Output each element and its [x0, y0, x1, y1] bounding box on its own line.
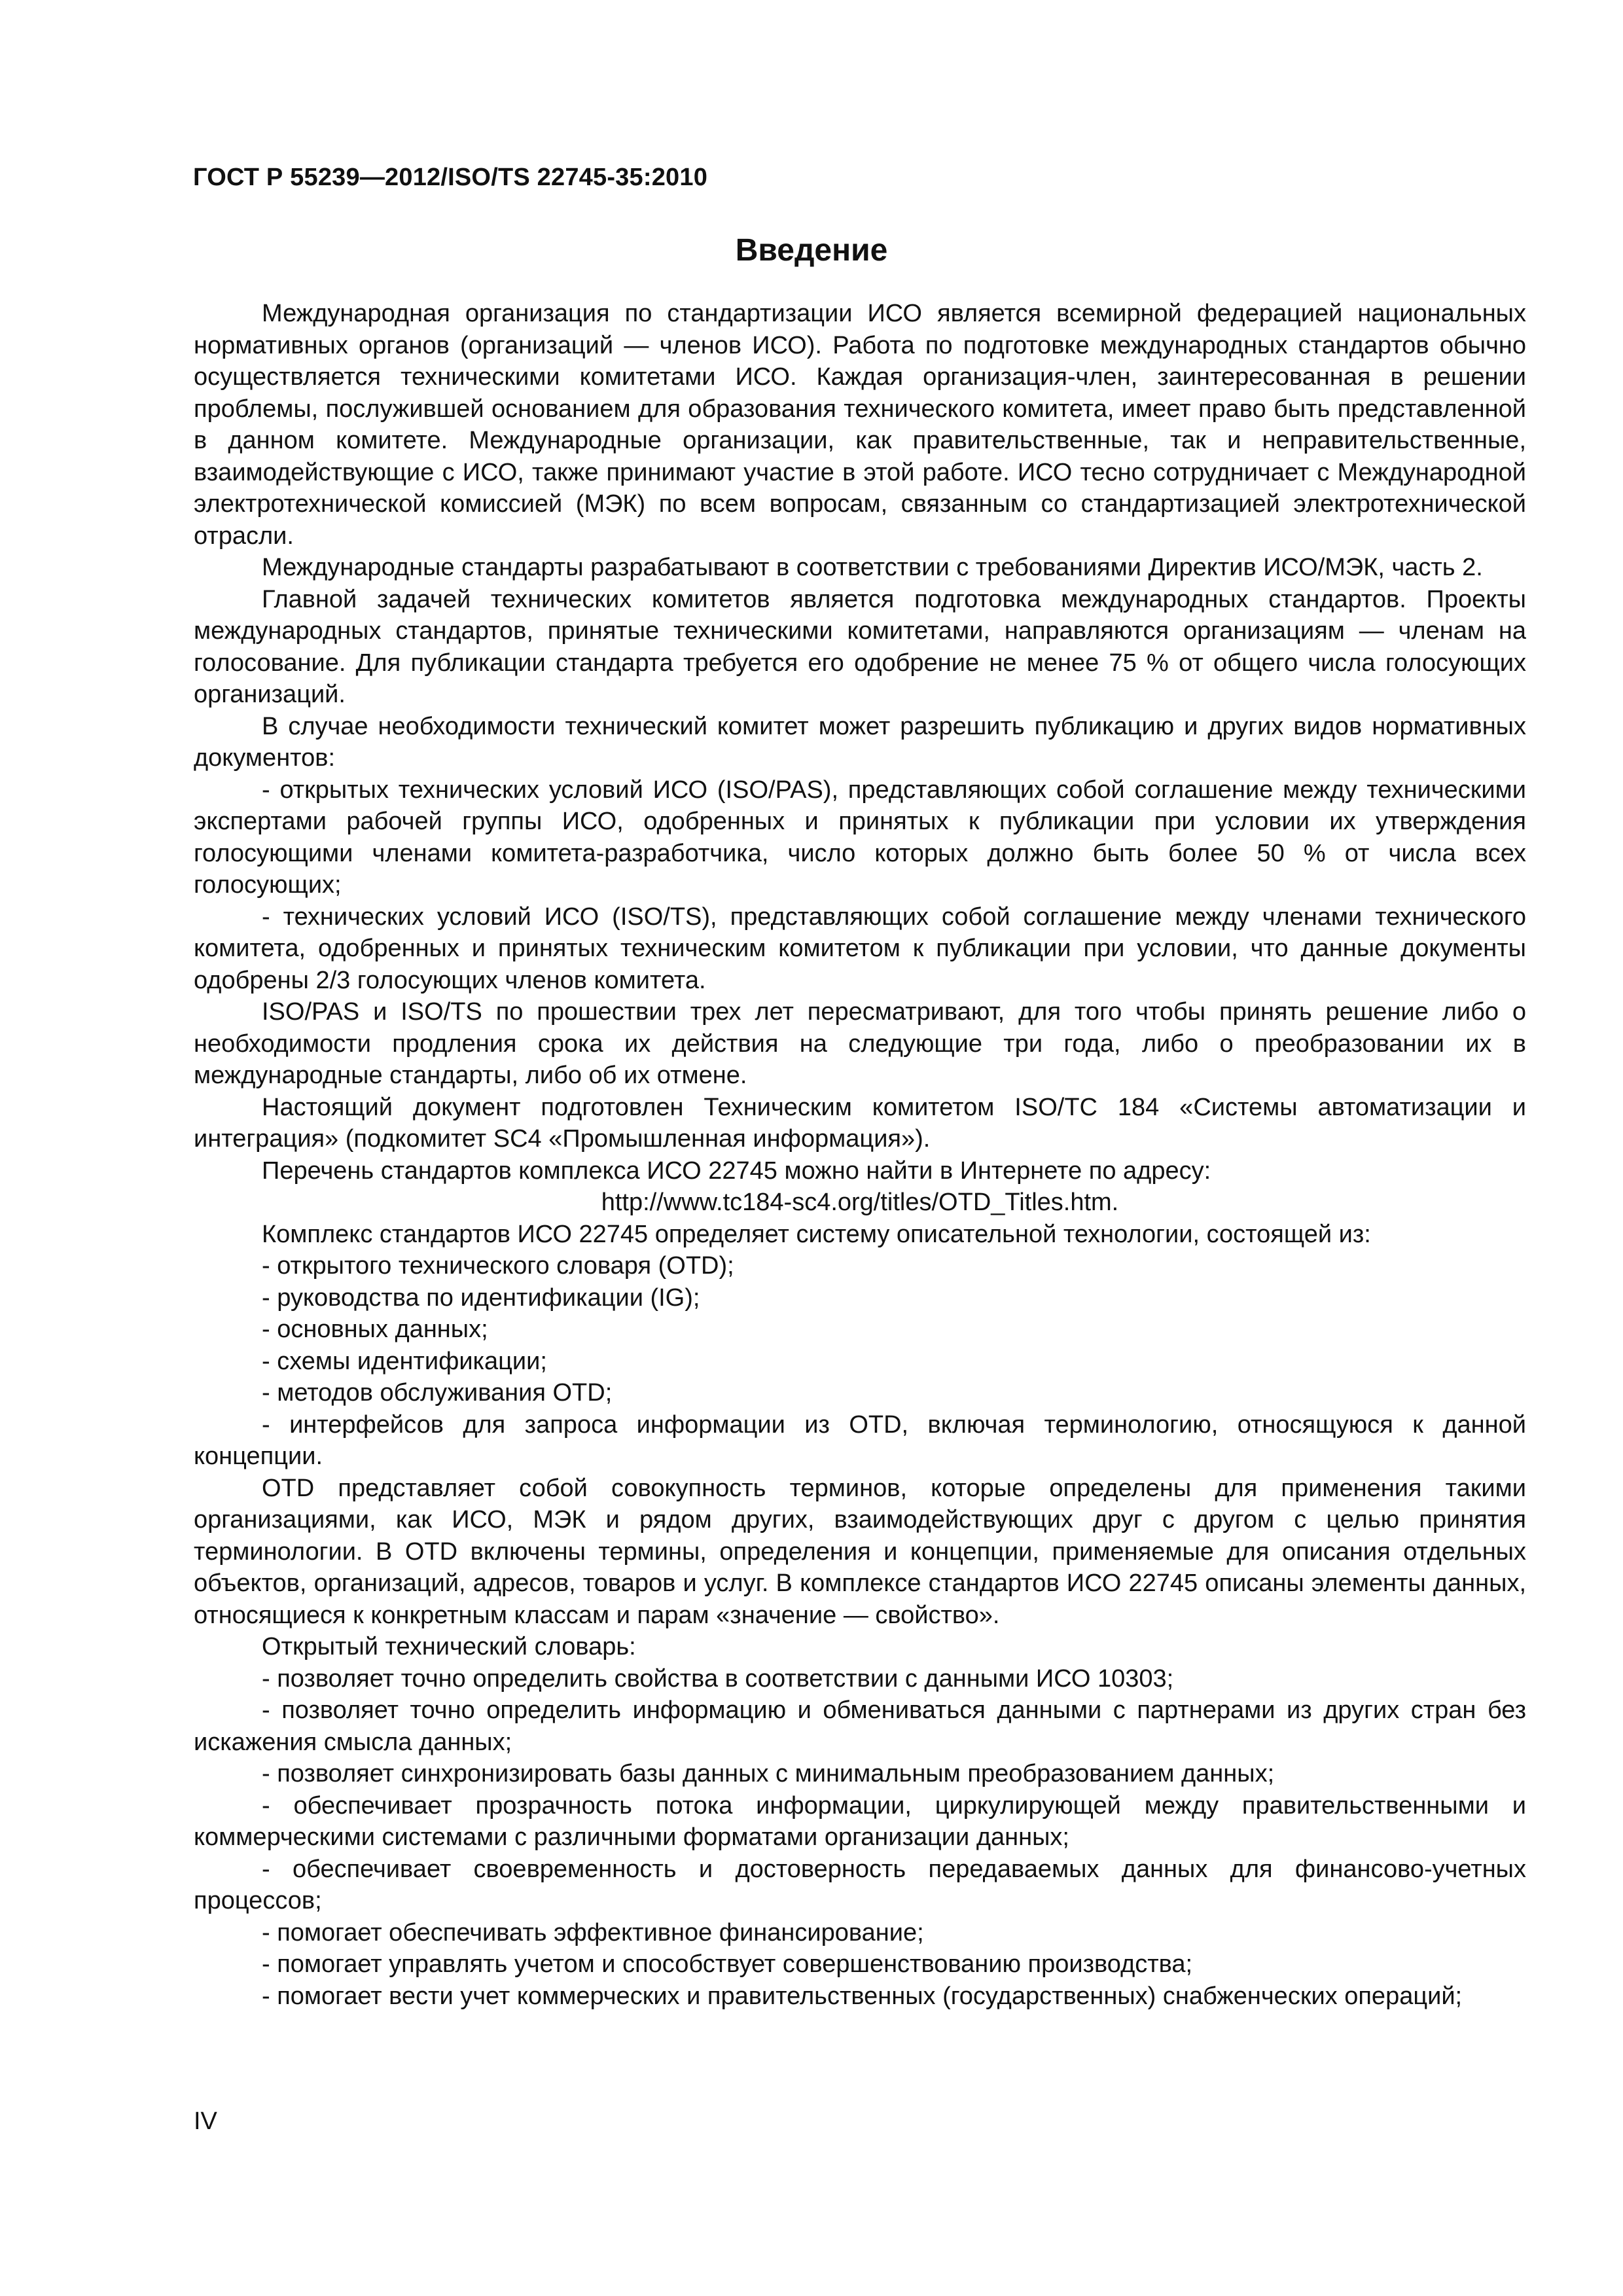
list-item: - позволяет синхронизировать базы данных с минимальным преобразованием данных; — [262, 1760, 1275, 1787]
paragraph: OTD представляет собой совокупность терминов, которые определены для применения такими организациями, как ИСО, МЭК и рядом других, взаимодействующих друг с другом с целью принятия терминологии. В OTD включены термины, определения и концепции, применяемые для описания отдельных объектов, организаций, адресов, товаров и услуг. В комплексе стандартов ИСО 22745 описаны элементы данных, относящиеся к конкретным классам и парам «значение — свойство». — [194, 1474, 1526, 1629]
list-item: - основных данных; — [262, 1316, 488, 1343]
paragraph: Настоящий документ подготовлен Техническим комитетом ISO/TC 184 «Системы автоматизации и интеграция» (подкомитет SC4 «Промышленная информация»). — [194, 1093, 1526, 1153]
section-title: Введение — [735, 233, 888, 268]
list-item: - позволяет точно определить информацию и обмениваться данными с партнерами из других стран без искажения смысла данных; — [194, 1696, 1526, 1756]
url-link[interactable]: http://www.tc184-sc4.org/titles/OTD_Titles.htm. — [601, 1189, 1119, 1216]
list-item: - позволяет точно определить свойства в соответствии с данными ИСО 10303; — [262, 1664, 1174, 1693]
list-item: - помогает вести учет коммерческих и правительственных (государственных) снабженческих операций; — [262, 1982, 1463, 2010]
list-item: - помогает обеспечивать эффективное финансирование; — [262, 1918, 924, 1946]
paragraph: Международные стандарты разрабатывают в соответствии с требованиями Директив ИСО/МЭК, часть 2. — [262, 554, 1483, 581]
list-item: - обеспечивает прозрачность потока информации, циркулирующей между правительственными и коммерческими системами с различными форматами организации данных; — [194, 1791, 1526, 1851]
document-body — [194, 298, 1526, 2012]
paragraph: Главной задачей технических комитетов является подготовка международных стандартов. Проекты международных стандартов, принятые техническими комитетами, направляются организациям — членам на голосование. Для публикации стандарта требуется его одобрение не менее 75 % от общего числа голосующих организаций. — [194, 585, 1526, 708]
list-item: - руководства по идентификации (IG); — [262, 1283, 700, 1312]
list-item: - технических условий ИСО (ISO/TS), представляющих собой соглашение между членами технического комитета, одобренных и принятых техническим комитетом к публикации при условии, что данные документы одобрены 2/3 голосующих членов комитета. — [194, 903, 1526, 994]
paragraph: ISO/PAS и ISO/TS по прошествии трех лет пересматривают, для того чтобы принять решение либо о необходимости продления срока их действия на следующие три года, либо о преобразовании их в международные стандарты, либо об их отмене. — [194, 998, 1526, 1089]
paragraph: Открытый технический словарь: — [262, 1633, 636, 1660]
list-item: - обеспечивает своевременность и достоверность передаваемых данных для финансово-учетных процессов; — [194, 1855, 1526, 1914]
paragraph: Комплекс стандартов ИСО 22745 определяет систему описательной технологии, состоящей из: — [262, 1220, 1371, 1248]
list-item: - открытого технического словаря (OTD); — [262, 1252, 734, 1280]
list-item: - схемы идентификации; — [262, 1347, 547, 1375]
paragraph: Международная организация по стандартизации ИСО является всемирной федерацией национальных нормативных органов (организаций — членов ИСО). Работа по подготовке международных стандартов обычно осуществляется техническими комитетами ИСО. Каждая организация-член, заинтересованная в решении проблемы, послужившей основанием для образования технического комитета, имеет право быть представленной в данном комитете. Международные организации, как правительственные, так и неправительственные, взаимодействующие с ИСО, также принимают участие в этой работе. ИСО тесно сотрудничает с Международной электротехнической комиссией (МЭК) по всем вопросам, связанным со стандартизацией электротехнической отрасли. — [194, 300, 1526, 550]
list-item: - открытых технических условий ИСО (ISO/PAS), представляющих собой соглашение между техническими экспертами рабочей группы ИСО, одобренных и принятых к публикации при условии их утверждения голосующими членами комитета-разработчика, число которых должно быть более 50 % от числа всех голосующих; — [194, 776, 1526, 899]
list-item: - интерфейсов для запроса информации из OTD, включая терминологию, относящуюся к данной концепции. — [194, 1410, 1526, 1470]
list-item: - помогает управлять учетом и способствует совершенствованию производства; — [262, 1950, 1193, 1978]
page-number: IV — [194, 2108, 217, 2135]
list-item: - методов обслуживания OTD; — [262, 1379, 613, 1407]
paragraph: Перечень стандартов комплекса ИСО 22745 можно найти в Интернете по адресу: — [262, 1157, 1211, 1185]
paragraph: В случае необходимости технический комитет может разрешить публикацию и других видов нормативных документов: — [194, 712, 1526, 772]
document-designation: ГОСТ Р 55239—2012/ISO/TS 22745-35:2010 — [193, 164, 708, 191]
